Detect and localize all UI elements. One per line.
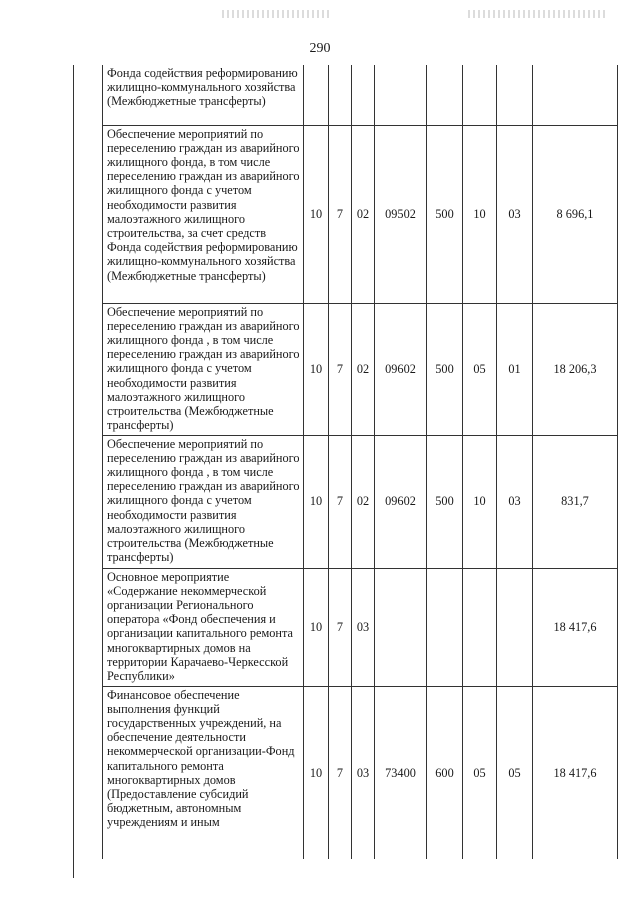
code-cell: 7	[329, 435, 352, 568]
code-cell	[463, 65, 497, 125]
amount-cell: 18 206,3	[533, 303, 618, 435]
code-cell: 10	[463, 125, 497, 303]
code-cell: 10	[304, 303, 329, 435]
table-row	[103, 65, 618, 125]
code-cell	[329, 65, 352, 125]
code-cell: 03	[352, 686, 375, 859]
code-cell: 7	[329, 125, 352, 303]
code-cell: 03	[497, 435, 533, 568]
code-cell: 10	[304, 125, 329, 303]
code-cell: 7	[329, 568, 352, 686]
scan-noise-left	[222, 10, 332, 18]
code-cell: 03	[352, 568, 375, 686]
amount-cell: 18 417,6	[533, 568, 618, 686]
code-cell: 02	[352, 303, 375, 435]
code-cell: 7	[329, 303, 352, 435]
code-cell: 09602	[375, 303, 427, 435]
table-row	[103, 435, 618, 568]
scan-noise-right	[468, 10, 608, 18]
table-row	[103, 686, 618, 859]
code-cell: 600	[427, 686, 463, 859]
code-cell: 73400	[375, 686, 427, 859]
code-cell: 09502	[375, 125, 427, 303]
code-cell	[463, 568, 497, 686]
table-row	[103, 125, 618, 303]
code-cell: 10	[304, 435, 329, 568]
budget-table	[102, 65, 618, 859]
row-description: Обеспечение мероприятий по переселению граждан из аварийного жилищного фонда, в том числе переселению граждан из аварийного жилищного фонда с учетом необходимости развития малоэтажного жилищного строительства, за счет средств Фонда содействия реформированию жилищно-коммунального хозяйства (Межбюджетные трансферты)	[103, 125, 304, 303]
code-cell	[352, 65, 375, 125]
table-row	[103, 568, 618, 686]
code-cell: 03	[497, 125, 533, 303]
code-cell	[427, 568, 463, 686]
code-cell	[375, 65, 427, 125]
amount-cell: 8 696,1	[533, 125, 618, 303]
left-margin-line	[73, 65, 74, 878]
code-cell: 05	[497, 686, 533, 859]
row-description: Основное мероприятие «Содержание некоммерческой организации Регионального оператора «Фонд обеспечения и организации капитального ремонта многоквартирных домов на территории Карачаево-Черкесской Республики»	[103, 568, 304, 686]
code-cell	[427, 65, 463, 125]
table-row	[103, 303, 618, 435]
code-cell: 10	[304, 686, 329, 859]
code-cell: 500	[427, 303, 463, 435]
code-cell: 05	[463, 686, 497, 859]
code-cell: 02	[352, 435, 375, 568]
code-cell: 7	[329, 686, 352, 859]
code-cell: 500	[427, 125, 463, 303]
row-description: Финансовое обеспечение выполнения функций государственных учреждений, на обеспечение деятельности некоммерческой организации-Фонд капитального ремонта многоквартирных домов (Предоставление субсидий бюджетным, автономным учреждениям и иным	[103, 686, 304, 859]
code-cell	[497, 568, 533, 686]
code-cell: 02	[352, 125, 375, 303]
amount-cell	[533, 65, 618, 125]
code-cell	[375, 568, 427, 686]
row-description: Обеспечение мероприятий по переселению граждан из аварийного жилищного фонда , в том числе переселению граждан из аварийного жилищного фонда с учетом необходимости развития малоэтажного жилищного строительства (Межбюджетные трансферты)	[103, 435, 304, 568]
code-cell: 10	[304, 568, 329, 686]
code-cell: 05	[463, 303, 497, 435]
row-description: Обеспечение мероприятий по переселению граждан из аварийного жилищного фонда , в том числе переселению граждан из аварийного жилищного фонда с учетом необходимости развития малоэтажного жилищного строительства (Межбюджетные трансферты)	[103, 303, 304, 435]
amount-cell: 18 417,6	[533, 686, 618, 859]
code-cell	[304, 65, 329, 125]
page-number: 290	[309, 41, 331, 56]
code-cell	[497, 65, 533, 125]
code-cell: 01	[497, 303, 533, 435]
code-cell: 09602	[375, 435, 427, 568]
amount-cell: 831,7	[533, 435, 618, 568]
code-cell: 10	[463, 435, 497, 568]
row-description: Фонда содействия реформированию жилищно-коммунального хозяйства (Межбюджетные трансферты)	[103, 65, 304, 125]
code-cell: 500	[427, 435, 463, 568]
